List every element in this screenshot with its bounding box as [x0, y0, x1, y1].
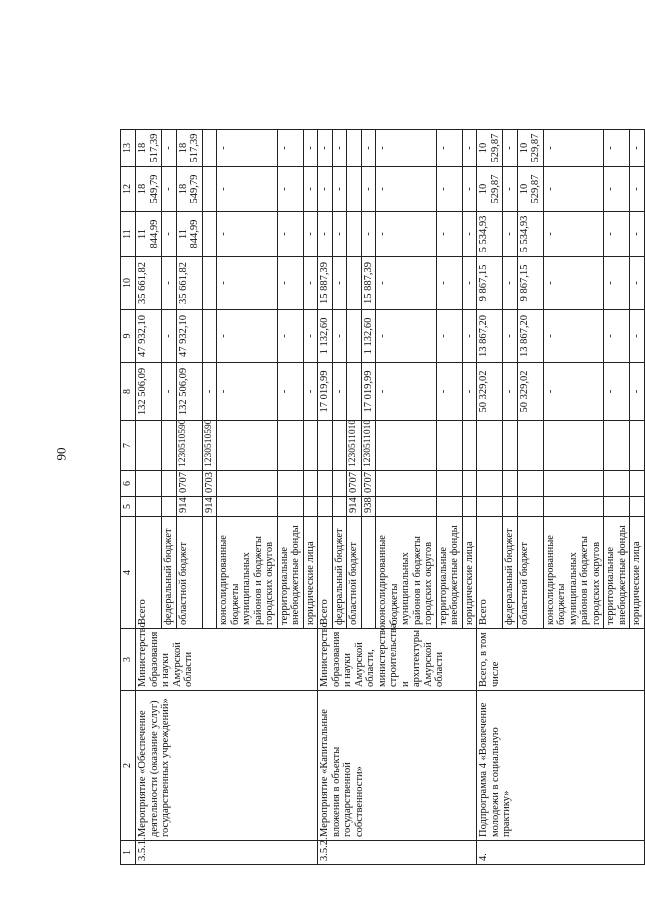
cell-c12: 10 529,87 [477, 167, 503, 212]
cell-c13: - [318, 130, 333, 167]
cell-c13: - [436, 130, 462, 167]
cell-c11: - [277, 212, 303, 257]
rotated-table-wrapper [120, 130, 642, 865]
cell-c12: 18 549,79 [176, 167, 202, 212]
cell-c5 [477, 497, 503, 517]
cell-c8: 50 329,02 [517, 363, 543, 421]
cell-c6 [136, 471, 162, 497]
funding-source: консолидированные бюджеты муниципальных районов и бюджеты городских округов [543, 517, 604, 629]
cell-c8: - [604, 363, 630, 421]
cell-c6 [630, 471, 645, 497]
cell-c12: 18 549,79 [136, 167, 162, 212]
cell-c10: - [277, 257, 303, 310]
column-header: 10 [121, 257, 136, 310]
cell-c5: 914 [202, 497, 217, 517]
funding-source: федеральный бюджет [162, 517, 177, 629]
cell-c10: - [332, 257, 347, 310]
cell-c5 [318, 497, 333, 517]
table-row [477, 130, 503, 865]
cell-c6 [436, 471, 462, 497]
cell-c12 [202, 167, 217, 212]
cell-c5 [162, 497, 177, 517]
cell-c13: - [361, 130, 376, 167]
cell-c6 [303, 471, 318, 497]
funding-source: областной бюджет [347, 517, 362, 629]
cell-c11: 11 844,99 [136, 212, 162, 257]
cell-c12: - [217, 167, 278, 212]
cell-c5 [462, 497, 477, 517]
cell-c10 [347, 257, 362, 310]
cell-c8: 17 019,99 [318, 363, 333, 421]
cell-c11: - [361, 212, 376, 257]
cell-c13: 10 529,87 [517, 130, 543, 167]
cell-c13: - [332, 130, 347, 167]
cell-c9: 13 867,20 [477, 310, 503, 363]
cell-c8: - [277, 363, 303, 421]
header-row [121, 130, 136, 865]
cell-c9: 47 932,10 [136, 310, 162, 363]
block-number: 3.5.1. [136, 841, 318, 865]
cell-c6 [162, 471, 177, 497]
cell-c13 [347, 130, 362, 167]
funding-source: территориальные внебюджетные фонды [604, 517, 630, 629]
cell-c8: - [376, 363, 437, 421]
cell-c6 [503, 471, 518, 497]
cell-c10: - [303, 257, 318, 310]
cell-c9: - [303, 310, 318, 363]
cell-c11: - [436, 212, 462, 257]
cell-c8: - [217, 363, 278, 421]
cell-c13: - [630, 130, 645, 167]
cell-c10: - [436, 257, 462, 310]
cell-c7 [462, 421, 477, 471]
funding-source: консолидированные бюджеты муниципальных районов и бюджеты городских округов [217, 517, 278, 629]
column-header: 5 [121, 497, 136, 517]
cell-c5 [376, 497, 437, 517]
cell-c10: 15 887,39 [361, 257, 376, 310]
cell-c9: 1 132,60 [318, 310, 333, 363]
cell-c7 [303, 421, 318, 471]
funding-source: Всего [477, 517, 503, 629]
cell-c7: 1230510590 [202, 421, 217, 471]
cell-c5 [436, 497, 462, 517]
column-header: 7 [121, 421, 136, 471]
cell-c6 [477, 471, 503, 497]
cell-c9: - [277, 310, 303, 363]
cell-c7 [477, 421, 503, 471]
cell-c10: - [376, 257, 437, 310]
budget-table [120, 129, 645, 865]
cell-c11: - [318, 212, 333, 257]
cell-c10: 9 867,15 [517, 257, 543, 310]
block-number: 4. [477, 841, 645, 865]
cell-c13: - [503, 130, 518, 167]
cell-c11 [347, 212, 362, 257]
cell-c9: - [543, 310, 604, 363]
page-number: 90 [53, 447, 69, 461]
cell-c9: - [332, 310, 347, 363]
cell-c7 [277, 421, 303, 471]
column-header: 9 [121, 310, 136, 363]
column-header: 8 [121, 363, 136, 421]
cell-c9: - [436, 310, 462, 363]
cell-c8: - [462, 363, 477, 421]
table-row [136, 130, 162, 865]
cell-c10: - [630, 257, 645, 310]
cell-c12: - [503, 167, 518, 212]
cell-c13: - [543, 130, 604, 167]
cell-c6 [318, 471, 333, 497]
cell-c12: - [462, 167, 477, 212]
cell-c7 [136, 421, 162, 471]
cell-c11: - [604, 212, 630, 257]
funding-source: территориальные внебюджетные фонды [277, 517, 303, 629]
funding-source: Всего [318, 517, 333, 629]
cell-c6 [604, 471, 630, 497]
cell-c9: - [604, 310, 630, 363]
cell-c13: - [217, 130, 278, 167]
cell-c6 [277, 471, 303, 497]
cell-c11: 5 534,93 [517, 212, 543, 257]
cell-c7: 1230511010 [347, 421, 362, 471]
column-header: 11 [121, 212, 136, 257]
cell-c10: - [503, 257, 518, 310]
block-name: Мероприятие «Обеспечение деятельности (оказание услуг) государственных учреждений» [136, 691, 318, 841]
column-header: 2 [121, 691, 136, 841]
cell-c9: - [162, 310, 177, 363]
block-name: Мероприятие «Капитальные вложения в объекты государственной собственности» [318, 691, 477, 841]
cell-c13: 10 529,87 [477, 130, 503, 167]
cell-c11: 11 844,99 [176, 212, 202, 257]
cell-c12: - [604, 167, 630, 212]
funding-source [361, 517, 376, 629]
cell-c13: 18 517,39 [136, 130, 162, 167]
funding-source: федеральный бюджет [332, 517, 347, 629]
funding-source: федеральный бюджет [503, 517, 518, 629]
cell-c8: 132 506,09 [176, 363, 202, 421]
cell-c7: 1230510590 [176, 421, 202, 471]
cell-c12: - [162, 167, 177, 212]
cell-c7 [318, 421, 333, 471]
cell-c7 [436, 421, 462, 471]
funding-source: территориальные внебюджетные фонды [436, 517, 462, 629]
cell-c8: 50 329,02 [477, 363, 503, 421]
funding-source: областной бюджет [517, 517, 543, 629]
cell-c5 [136, 497, 162, 517]
block-number: 3.5.2. [318, 841, 477, 865]
cell-c12: 10 529,87 [517, 167, 543, 212]
cell-c12: - [361, 167, 376, 212]
cell-c6 [517, 471, 543, 497]
cell-c6: 0707 [347, 471, 362, 497]
column-header: 4 [121, 517, 136, 629]
cell-c7 [332, 421, 347, 471]
cell-c8: - [543, 363, 604, 421]
cell-c11: - [217, 212, 278, 257]
cell-c6 [376, 471, 437, 497]
table-body [136, 130, 645, 865]
cell-c13: - [277, 130, 303, 167]
column-header: 6 [121, 471, 136, 497]
column-header: 3 [121, 629, 136, 691]
cell-c11: - [162, 212, 177, 257]
cell-c7 [543, 421, 604, 471]
cell-c5: 914 [347, 497, 362, 517]
cell-c9 [347, 310, 362, 363]
cell-c12: - [376, 167, 437, 212]
cell-c12: - [630, 167, 645, 212]
cell-c7 [162, 421, 177, 471]
block-executor: Министерство образования и науки Амурской области [136, 629, 318, 691]
cell-c6: 0707 [361, 471, 376, 497]
cell-c7 [376, 421, 437, 471]
cell-c5 [517, 497, 543, 517]
cell-c8: 132 506,09 [136, 363, 162, 421]
cell-c6: 0703 [202, 471, 217, 497]
cell-c5 [217, 497, 278, 517]
cell-c11: - [462, 212, 477, 257]
cell-c10: - [162, 257, 177, 310]
cell-c13: 18 517,39 [176, 130, 202, 167]
column-header: 1 [121, 841, 136, 865]
funding-source: юридические лица [462, 517, 477, 629]
cell-c12: - [332, 167, 347, 212]
cell-c7 [604, 421, 630, 471]
cell-c13: - [604, 130, 630, 167]
block-executor: Всего, в том числе [477, 629, 645, 691]
cell-c13: - [376, 130, 437, 167]
cell-c8: 17 019,99 [361, 363, 376, 421]
cell-c10: 9 867,15 [477, 257, 503, 310]
cell-c9: 13 867,20 [517, 310, 543, 363]
column-header: 12 [121, 167, 136, 212]
funding-source [202, 517, 217, 629]
cell-c5 [277, 497, 303, 517]
cell-c7 [517, 421, 543, 471]
cell-c9: - [217, 310, 278, 363]
cell-c10: - [604, 257, 630, 310]
cell-c9: 47 932,10 [176, 310, 202, 363]
cell-c12: - [277, 167, 303, 212]
cell-c9: - [376, 310, 437, 363]
cell-c5 [604, 497, 630, 517]
cell-c12 [347, 167, 362, 212]
block-executor: Министерство образования и науки Амурской области, министерство строительства и архитектуры Амурской области [318, 629, 477, 691]
cell-c8 [347, 363, 362, 421]
cell-c13: - [462, 130, 477, 167]
cell-c12: - [303, 167, 318, 212]
cell-c9: - [630, 310, 645, 363]
funding-source: консолидированные бюджеты муниципальных районов и бюджеты городских округов [376, 517, 437, 629]
cell-c11: - [503, 212, 518, 257]
cell-c5 [503, 497, 518, 517]
cell-c7: 1230511010 [361, 421, 376, 471]
cell-c6 [543, 471, 604, 497]
cell-c12: - [543, 167, 604, 212]
cell-c10: 15 887,39 [318, 257, 333, 310]
cell-c9: - [462, 310, 477, 363]
cell-c11 [202, 212, 217, 257]
cell-c8: - [630, 363, 645, 421]
cell-c9: - [503, 310, 518, 363]
cell-c8: - [202, 363, 217, 421]
cell-c6 [462, 471, 477, 497]
cell-c13 [202, 130, 217, 167]
funding-source: юридические лица [630, 517, 645, 629]
cell-c8: - [303, 363, 318, 421]
cell-c8: - [503, 363, 518, 421]
block-name: Подпрограмма 4 «Вовлечение молодежи в социальную практику» [477, 691, 645, 841]
cell-c11: - [332, 212, 347, 257]
cell-c5: 914 [176, 497, 202, 517]
cell-c5 [332, 497, 347, 517]
cell-c10: 35 661,82 [176, 257, 202, 310]
cell-c10: 35 661,82 [136, 257, 162, 310]
table-row [318, 130, 333, 865]
cell-c9 [202, 310, 217, 363]
cell-c10: - [462, 257, 477, 310]
cell-c5: 938 [361, 497, 376, 517]
cell-c11: - [303, 212, 318, 257]
cell-c12: - [436, 167, 462, 212]
cell-c11: - [543, 212, 604, 257]
cell-c7 [217, 421, 278, 471]
cell-c10: - [217, 257, 278, 310]
cell-c11: 5 534,93 [477, 212, 503, 257]
cell-c13: - [162, 130, 177, 167]
cell-c5 [303, 497, 318, 517]
cell-c6 [217, 471, 278, 497]
funding-source: областной бюджет [176, 517, 202, 629]
column-header: 13 [121, 130, 136, 167]
cell-c10: - [543, 257, 604, 310]
cell-c7 [503, 421, 518, 471]
cell-c12: - [318, 167, 333, 212]
cell-c8: - [162, 363, 177, 421]
cell-c11: - [376, 212, 437, 257]
cell-c10 [202, 257, 217, 310]
cell-c5 [543, 497, 604, 517]
cell-c7 [630, 421, 645, 471]
cell-c11: - [630, 212, 645, 257]
cell-c9: 1 132,60 [361, 310, 376, 363]
cell-c5 [630, 497, 645, 517]
cell-c8: - [332, 363, 347, 421]
cell-c8: - [436, 363, 462, 421]
cell-c6 [332, 471, 347, 497]
cell-c6: 0707 [176, 471, 202, 497]
funding-source: юридические лица [303, 517, 318, 629]
cell-c13: - [303, 130, 318, 167]
funding-source: Всего [136, 517, 162, 629]
